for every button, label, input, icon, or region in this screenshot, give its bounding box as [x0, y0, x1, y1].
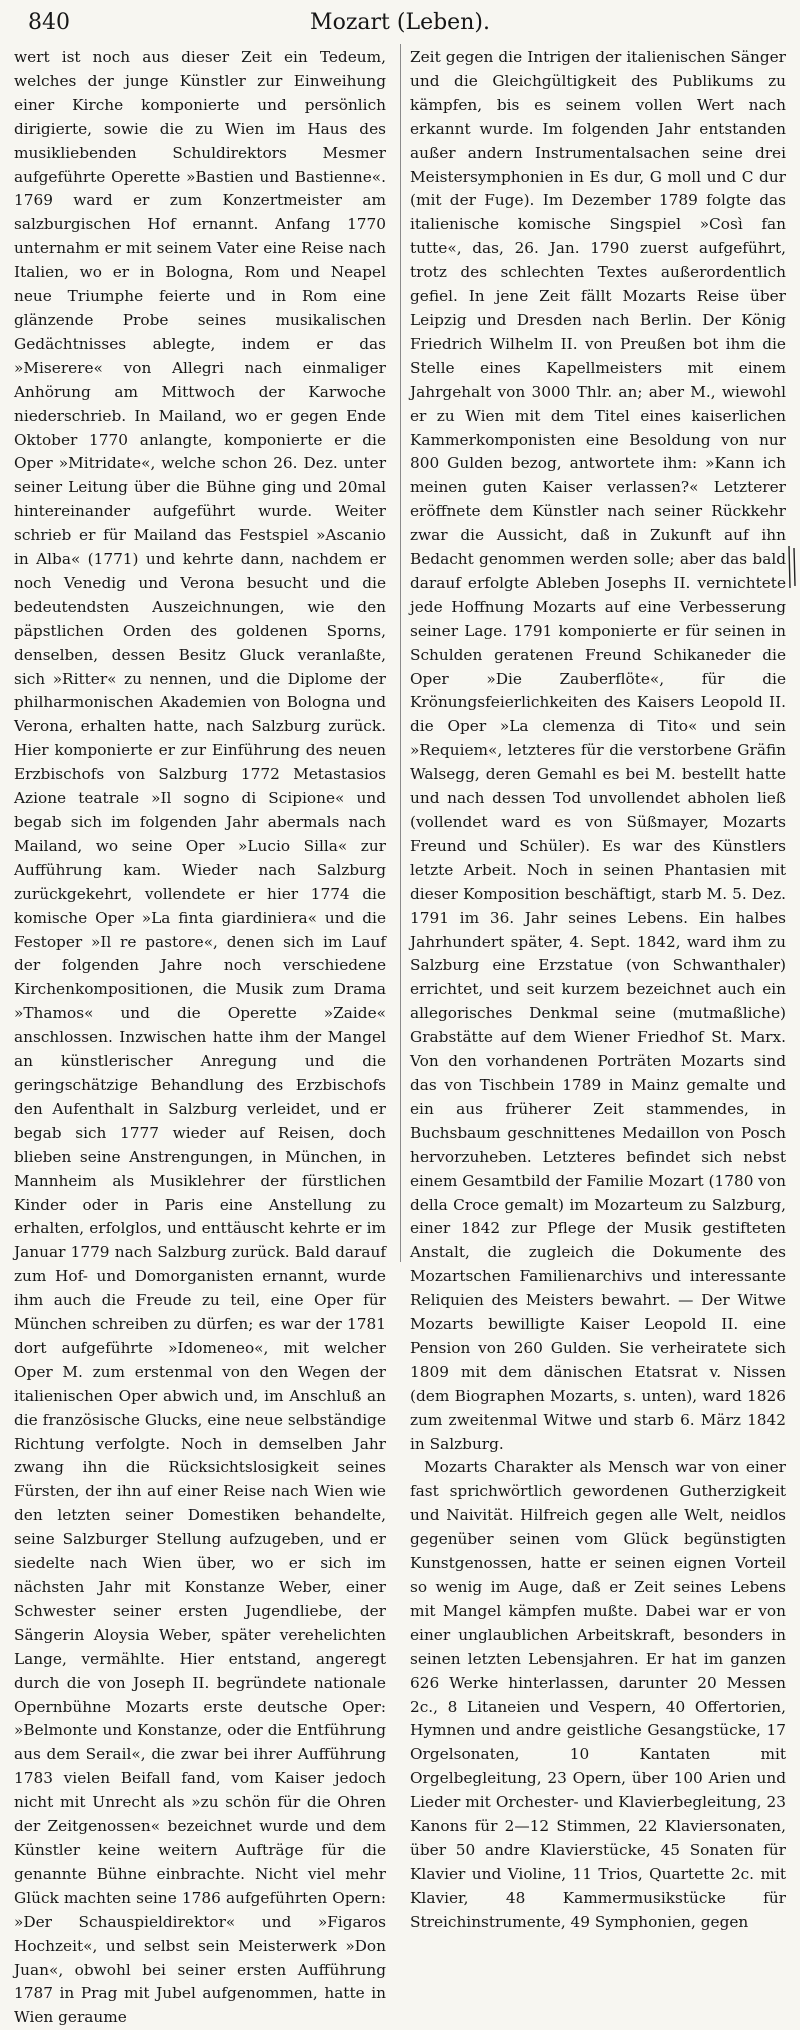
left-column: [14, 46, 386, 2027]
running-title: Mozart (Leben).: [310, 10, 490, 35]
column-divider: [400, 44, 401, 1262]
page-header: [0, 0, 800, 42]
paragraph: Mozarts Charakter als Mensch war von einer fast sprichwörtlich gewordenen Gutherzigkeit und Naivität. Hilfreich gegen alle Welt, neidlos gegenüber seinen vom Glück begünstigten Kunstgenossen, hatte er seinen eignen Vorteil so wenig im Auge, daß er Zeit seines Lebens mit Mangel kämpfen mußte. Dabei war er von einer unglaublichen Arbeitskraft, besonders in seinen letzten Lebensjahren. Er hat im ganzen 626 Werke hinterlassen, darunter 20 Messen 2c., 8 Litaneien und Vespern, 40 Offertorien, Hymnen und andre geistliche Gesangstücke, 17 Orgelsonaten, 10 Kantaten mit Orgelbegleitung, 23 Opern, über 100 Arien und Lieder mit Orchester- und Klavierbegleitung, 23 Kanons für 2—12 Stimmen, 22 Klaviersonaten, über 50 andre Klavierstücke, 45 Sonaten für Klavier und Violine, 11 Trios, Quartette 2c. mit Klavier, 48 Kammermusikstücke für Streichinstrumente, 49 Symphonien, gegen: [410, 1458, 786, 1931]
page-number: 840: [28, 10, 70, 35]
margin-pencil-mark: [786, 544, 798, 590]
paragraph: wert ist noch aus dieser Zeit ein Tedeum, welches der junge Künstler zur Einweihung einer Kirche komponierte und persönlich dirigierte, sowie die zu Wien im Haus des musikliebenden Schuldirektors Mesmer aufgeführte Operette »Bastien und Bastienne«. 1769 ward er zum Konzertmeister am salzburgischen Hof ernannt. Anfang 1770 unternahm er mit seinem Vater eine Reise nach Italien, wo er in Bologna, Rom und Neapel neue Triumphe feierte und in Rom eine glänzende Probe seines musikalischen Gedächtnisses ablegte, indem er das »Miserere« von Allegri nach einmaliger Anhörung am Mittwoch der Karwoche niederschrieb. In Mailand, wo er gegen Ende Oktober 1770 anlangte, komponierte er die Oper »Mitridate«, welche schon 26. Dez. unter seiner Leitung über die Bühne ging und 20mal hintereinander aufgeführt wurde. Weiter schrieb er für Mailand das Festspiel »Ascanio in Alba« (1771) und kehrte dann, nachdem er noch Venedig und Verona besucht und die bedeutendsten Auszeichnungen, wie den päpstlichen Orden des goldenen Sporns, denselben, dessen Besitz Gluck veranlaßte, sich »Ritter« zu nennen, und die Diplome der philharmonischen Akademien von Bologna und Verona, erhalten hatte, nach Salzburg zurück. Hier komponierte er zur Einführung des neuen Erzbischofs von Salzburg 1772 Metastasios Azione teatrale »Il sogno di Scipione« und begab sich im folgenden Jahr abermals nach Mailand, wo seine Oper »Lucio Silla« zur Aufführung kam. Wieder nach Salzburg zurückgekehrt, vollendete er hier 1774 die komische Oper »La finta giardiniera« und die Festoper »Il re pastore«, denen sich im Lauf der folgenden Jahre noch verschiedene Kirchenkompositionen, die Musik zum Drama »Thamos« und die Operette »Zaide« anschlossen. Inzwischen hatte ihm der Mangel an künstlerischer Anregung und die geringschätzige Behandlung des Erzbischofs den Aufenthalt in Salzburg verleidet, und er begab sich 1777 wieder auf Reisen, doch blieben seine Anstrengungen, in München, in Mannheim als Musiklehrer der fürstlichen Kinder oder in Paris eine Anstellung zu erhalten, erfolglos, und enttäuscht kehrte er im Januar 1779 nach Salzburg zurück. Bald darauf zum Hof- und Domorganisten ernannt, wurde ihm auch die Freude zu teil, eine Oper für München schreiben zu dürfen; es war der 1781 dort aufgeführte »Idomeneo«, mit welcher Oper M. zum erstenmal von den Wegen der italienischen Oper abwich und, im Anschluß an die französische Glucks, eine neue selbständige Richtung verfolgte. Noch in demselben Jahr zwang ihn die Rücksichtslosigkeit seines Fürsten, der ihn auf einer Reise nach Wien wie den letzten seiner Domestiken behandelte, seine Salzburger Stellung aufzugeben, und er siedelte nach Wien über, wo er sich im nächsten Jahr mit Konstanze Weber, einer Schwester seiner ersten Jugendliebe, der Sängerin Aloysia Weber, später verehelichten Lange, vermählte. Hier entstand, angeregt durch die von Joseph II. begründete nationale Opernbühne Mozarts erste deutsche Oper: »Belmonte und Konstanze, oder die Entführung aus dem Serail«, die zwar bei ihrer Aufführung 1783 vielen Beifall fand, vom Kaiser jedoch nicht mit Unrecht als »zu schön für die Ohren der Zeitgenossen« bezeichnet wurde und dem Künstler keine weitern Aufträge für die genannte Bühne einbrachte. Nicht viel mehr Glück machten seine 1786 aufgeführten Opern: »Der Schauspieldirektor« und »Figaros Hochzeit«, und selbst sein Meisterwerk »Don Juan«, obwohl bei seiner ersten Aufführung 1787 in Prag mit Jubel aufgenommen, hatte in Wien geraume: [14, 48, 386, 2027]
right-column: [410, 46, 786, 1931]
paragraph: Zeit gegen die Intrigen der italienischen Sänger und die Gleichgültigkeit des Publikums zu kämpfen, bis es seinem vollen Wert nach erkannt wurde. Im folgenden Jahr entstanden außer andern Instrumentalsachen seine drei Meistersymphonien in Es dur, G moll und C dur (mit der Fuge). Im Dezember 1789 folgte das italienische komische Singspiel »Così fan tutte«, das, 26. Jan. 1790 zuerst aufgeführt, trotz des schlechten Textes außerordentlich gefiel. In jene Zeit fällt Mozarts Reise über Leipzig und Dresden nach Berlin. Der König Friedrich Wilhelm II. von Preußen bot ihm die Stelle eines Kapellmeisters mit einem Jahrgehalt von 3000 Thlr. an; aber M., wiewohl er zu Wien mit dem Titel eines kaiserlichen Kammerkomponisten eine Besoldung von nur 800 Gulden bezog, antwortete ihm: »Kann ich meinen guten Kaiser verlassen?« Letzterer eröffnete dem Künstler nach seiner Rückkehr zwar die Aussicht, daß in Zukunft auf ihn Bedacht genommen werden solle; aber das bald darauf erfolgte Ableben Josephs II. vernichtete jede Hoffnung Mozarts auf eine Verbesserung seiner Lage. 1791 komponierte er für seinen in Schulden geratenen Freund Schikaneder die Oper »Die Zauberflöte«, für die Krönungsfeierlichkeiten des Kaisers Leopold II. die Oper »La clemenza di Tito« und sein »Requiem«, letzteres für die verstorbene Gräfin Walsegg, deren Gemahl es bei M. bestellt hatte und nach dessen Tod unvollendet abholen ließ (vollendet ward es von Süßmayer, Mozarts Freund und Schüler). Es war des Künstlers letzte Arbeit. Noch in seinen Phantasien mit dieser Komposition beschäftigt, starb M. 5. Dez. 1791 im 36. Jahr seines Lebens. Ein halbes Jahrhundert später, 4. Sept. 1842, ward ihm zu Salzburg eine Erzstatue (von Schwanthaler) errichtet, und seit kurzem bezeichnet auch ein allegorisches Denkmal seine (mutmaßliche) Grabstätte auf dem Wiener Friedhof St. Marx. Von den vorhandenen Porträten Mozarts sind das von Tischbein 1789 in Mainz gemalte und ein aus früherer Zeit stammendes, in Buchsbaum geschnittenes Medaillon von Posch hervorzuheben. Letzteres befindet sich nebst einem Gesamtbild der Familie Mozart (1780 von della Croce gemalt) im Mozarteum zu Salzburg, einer 1842 zur Pflege der Musik gestifteten Anstalt, die zugleich die Dokumente des Mozartschen Familienarchivs und interessante Reliquien des Meisters bewahrt. — Der Witwe Mozarts bewilligte Kaiser Leopold II. eine Pension von 260 Gulden. Sie verheiratete sich 1809 mit dem dänischen Etatsrat v. Nissen (dem Biographen Mozarts, s. unten), ward 1826 zum zweitenmal Witwe und starb 6. März 1842 in Salzburg.: [410, 48, 786, 1453]
